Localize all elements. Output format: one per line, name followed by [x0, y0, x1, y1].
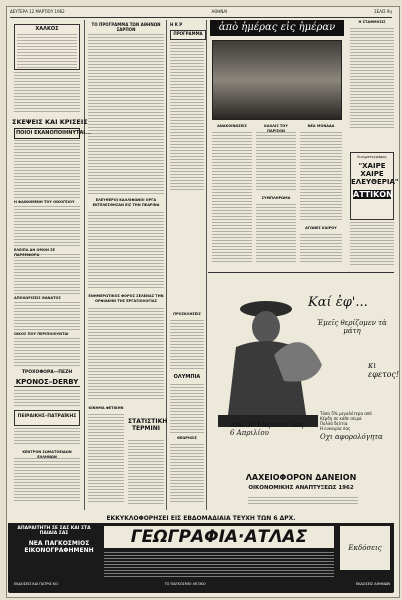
lottery-slogan: Οχι αφορολόγητα [320, 433, 383, 441]
right-h1: Η ΣΤΑΘΜΗΣΙΣ [358, 20, 386, 24]
ad-kentron: ΚΕΝΤΡΟΝ ΣΩΜΑΤΟΕΙΔΩΝ ΕΛΛΗΝΩΝ [22, 450, 72, 459]
header-paper: ΑΘΗΝΑΙ [211, 9, 228, 14]
sub-heading-4: ΟΙΚΟΣ ΠΟΥ ΠΕΡΙΠΟΙΟΥΝΤΑΙ [14, 332, 69, 336]
sub-heading-3: ΑΠΟΧΩΡΙΣΕΙΣ ΘΑΝΑΤΟΣ [14, 296, 61, 300]
ad-peiraikis: ΠΕΙΡΑΙΚΗΣ–ΠΑΤΡΑΪΚΗΣ [17, 414, 77, 419]
ad-trochofora: ΤΡΟΧΟΦΟΡΑ—ΠΕΖΗ [21, 370, 73, 375]
geo-left1: ΑΠΑΡΑΙΤΗΤΗ ΣΕ ΣΑΣ ΚΑΙ ΣΤΑ ΠΑΙΔΙΑ ΣΑΣ [17, 526, 91, 536]
lottery-bullet: Η ευκαιρία σας [320, 426, 351, 431]
geo-foot-mid: ΤΟ ΠΑΓΚΟΣΜΙΟ ΛΕΞΙΚΟ [164, 582, 206, 586]
box-1 [14, 24, 80, 70]
farmer-illustration [214, 295, 324, 435]
mid-h1: ΑΝΑΚΟΙΝΩΣΕΙΣ [217, 124, 247, 128]
heading-skepseis: ΣΚΕΨΕΙΣ ΚΑΙ ΚΡΙΣΕΙΣ [12, 118, 88, 126]
lottery-script-1: Καί ἐφ'... [308, 295, 368, 310]
attikon-venue: ΑΤΤΙΚΟΝ [353, 190, 393, 199]
lottery-script-3: κι εφετος! [368, 361, 400, 379]
feature-banner: ἀπὸ ἡμέρας εἰς ἡμέραν [210, 20, 344, 36]
geo-big-title: ΓΕΩΓΡΑΦΙΑ·ΑΤΛΑΣ [104, 526, 334, 548]
lottery-bullet: Κέρδη σε κάθε σειρά [320, 416, 362, 421]
lottery-script-2: Ἐμεῖς θερίζομεν τὰ μάτη [317, 319, 387, 335]
col2-heading: ΤΟ ΠΡΟΓΡΑΜΜΑ ΤΩΝ ΑΘΗΝΩΝ ΣΑΡΠΟΝ [91, 22, 161, 32]
attikon-ad [350, 152, 399, 220]
column-1 [10, 20, 91, 510]
lottery-draw: Από 30 Μαρτίου έως 6 Απριλίου [230, 421, 304, 437]
col2-sub: ΕΛΕΥΘΕΡΟΙ ΚΑΛΛΙΦΩΝΟΙ ΟΡΓΑ ΕΚΤΕΛΕΣΘΗΣΑΝ ΕΙΣ ΤΗΝ ΠΕΑΡΙΝΑ [92, 198, 160, 207]
header-page: ΣΕΛΙΣ 9η [374, 9, 392, 14]
col2-col-a: ΚΙΝΗΜΑ ΦΕΤΙΚΗΝ [88, 406, 124, 410]
mid-h2: ΚΑΛΛΙΣ ΤΟΥ ΠΑΡΙΣΟΝ [264, 124, 288, 133]
col3-item2: ΟΛΥΜΠΙΑ [173, 374, 201, 380]
mid-h4: ΝΕΑ ΜΟΝΑΔΑ [307, 124, 335, 128]
col2-sub2: ΕΝΗΜΕΡΩΤΙΚΟΣ ΦΟΡΟΣ ΣΕΛΕΝΑΣ ΤΗΝ ΟΡΦΙΑΚΗΝ ΤΗΣ ΕΡΓΑΞΙΟΛΟΓΙΑΣ [88, 294, 164, 303]
heading-poioi: ΠΟΙΟΙ ΕΚΑΝΟΠΟΙΗΝΥΤΑΙ... [16, 130, 91, 136]
col3-box-label: ΠΡΟΓΡΑΜΜΑ [173, 31, 203, 36]
ad-peiraikis-box [14, 410, 80, 426]
lottery-bullet: Πολλά δελτία [320, 421, 348, 426]
lottery-subtitle: ΟΙΚΟΝΟΜΙΚΗΣ ΑΝΑΠΤΥΞΕΩΣ 1962 [248, 485, 354, 491]
box1-title: ΧΑΛΚΟΣ [35, 26, 59, 32]
col2-col-b: ΣΤΑΤΙΣΤΙΚΗ ΤΕΡΜΙΝΙ [128, 418, 168, 432]
col3-box [170, 30, 206, 40]
feature-block [208, 20, 348, 270]
heading-box [14, 128, 91, 139]
header-date: ΔΕΥΤΕΡΑ 12 ΜΑΡΤΙΟΥ 1962 [10, 9, 65, 14]
column-2 [86, 20, 167, 510]
ad-kronos: ΚΡΟΝΟΣ–DERBY [15, 378, 79, 386]
sub-heading-2: ΕΛΕΙΠΑ ΔΗ ΟΜΟΝ ΣΕ ΠΑΡΕΜΦΟΡΑ [14, 248, 55, 257]
col3-item3: ΘΕΩΡΗΣΙΣ [177, 436, 197, 440]
column-3 [168, 20, 207, 510]
geography-ad-top: ΕΚΚΥΚΛΟΦΟΡΗΣΕΙ ΕΙΣ ΕΒΔΟΜΑΔΙΑΙΑ ΤΕΥΧΗ ΤΩΝ 6 ΔΡΧ. [8, 513, 394, 523]
lottery-bullets [320, 411, 392, 441]
feature-photo [212, 40, 342, 120]
attikon-sub: Κινηματογράφος [357, 155, 387, 159]
geo-foot-right: ΕΚΔΟΣΕΙΣ ΑΘΗΝΩΝ [355, 582, 390, 586]
geo-foot-left: ΕΚΔΟΣΕΙΣ ΚΑΙ ΠΑΤΡΙΣ ΚΟ [14, 582, 58, 586]
mid-h5: ΑΓΩΝΕΣ ΚΑΙΡΟΥ [305, 226, 337, 230]
col3-label: Η Κ Ρ [170, 22, 183, 27]
mid-h3: ΣΥΜΠΛΗΡΩΜΑ [261, 196, 291, 200]
lottery-title: ΛΑΧΕΙΟΦΟΡΟΝ ΔΑΝΕΙΟΝ [245, 473, 357, 482]
geo-left2: ΝΕΑ ΠΑΓΚΟΣΜΙΟΣ ΕΙΚΟΝΟΓΡΑΦΗΜΕΝΗ [24, 540, 94, 554]
lottery-bullet: Τόσα 5% μεγαλύτερα από [320, 411, 372, 416]
lottery-ad [208, 272, 400, 511]
col3-item1: ΠΡΟΣΚΛΗΣΕΙΣ [173, 312, 201, 316]
attikon-title: "ΧΑΙΡΕ ΧΑΙΡΕ ΕΛΕΥΘΕΡΙΑ" [351, 162, 399, 186]
page-header [10, 9, 392, 18]
right-column [350, 20, 399, 270]
sub-heading-1: Η ΦΑΙΝΟΜΕΝΗ ΤΟΥ ΟΙΚΟΓΕΙΟΥ [14, 200, 75, 204]
geo-right: Εκδόσεις [340, 526, 390, 570]
